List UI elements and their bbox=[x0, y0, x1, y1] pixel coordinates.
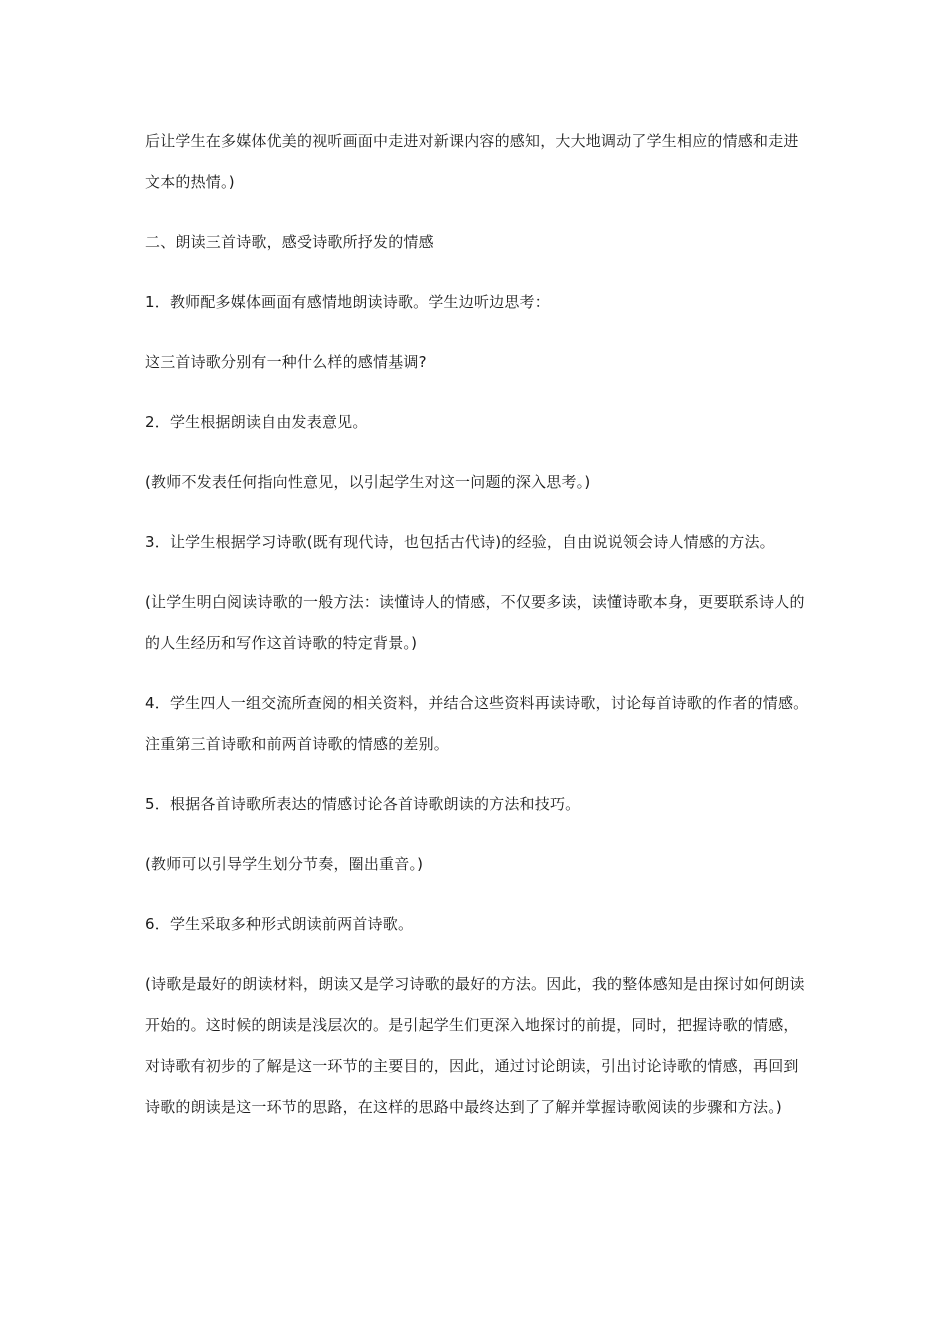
paragraph: 1．教师配多媒体画面有感情地朗读诗歌。学生边听边思考： bbox=[145, 293, 550, 311]
paragraph: (教师不发表任何指向性意见，以引起学生对这一问题的深入思考。) bbox=[145, 473, 591, 491]
paragraph: 4．学生四人一组交流所查阅的相关资料，并结合这些资料再读诗歌，讨论每首诗歌的作者的情感。注重第三首诗歌和前两首诗歌的情感的差别。 bbox=[145, 694, 809, 753]
paragraph: (诗歌是最好的朗读材料，朗读又是学习诗歌的最好的方法。因此，我的整体感知是由探讨如何朗读开始的。这时候的朗读是浅层次的。是引起学生们更深入地探讨的前提，同时，把握诗歌的情感，对诗歌有初步的了解是这一环节的主要目的，因此，通过讨论朗读，引出讨论诗歌的情感，再回到诗歌的朗读是这一环节的思路，在这样的思路中最终达到了了解并掌握诗歌阅读的步骤和方法。) bbox=[145, 975, 805, 1116]
paragraph: (教师可以引导学生划分节奏，圈出重音。) bbox=[145, 855, 424, 873]
paragraph: 后让学生在多媒体优美的视听画面中走进对新课内容的感知，大大地调动了学生相应的情感和走进文本的热情。) bbox=[145, 132, 799, 191]
document-body bbox=[145, 121, 810, 1128]
paragraph: 3．让学生根据学习诗歌(既有现代诗，也包括古代诗)的经验，自由说说领会诗人情感的方法。 bbox=[145, 533, 775, 551]
section-heading: 二、朗读三首诗歌，感受诗歌所抒发的情感 bbox=[145, 233, 434, 251]
paragraph: 这三首诗歌分别有一种什么样的感情基调? bbox=[145, 353, 427, 371]
paragraph: 2．学生根据朗读自由发表意见。 bbox=[145, 413, 368, 431]
paragraph: 6．学生采取多种形式朗读前两首诗歌。 bbox=[145, 915, 414, 933]
paragraph: 5．根据各首诗歌所表达的情感讨论各首诗歌朗读的方法和技巧。 bbox=[145, 795, 581, 813]
paragraph: (让学生明白阅读诗歌的一般方法：读懂诗人的情感，不仅要多读，读懂诗歌本身，更要联系诗人的的人生经历和写作这首诗歌的特定背景。) bbox=[145, 593, 805, 652]
